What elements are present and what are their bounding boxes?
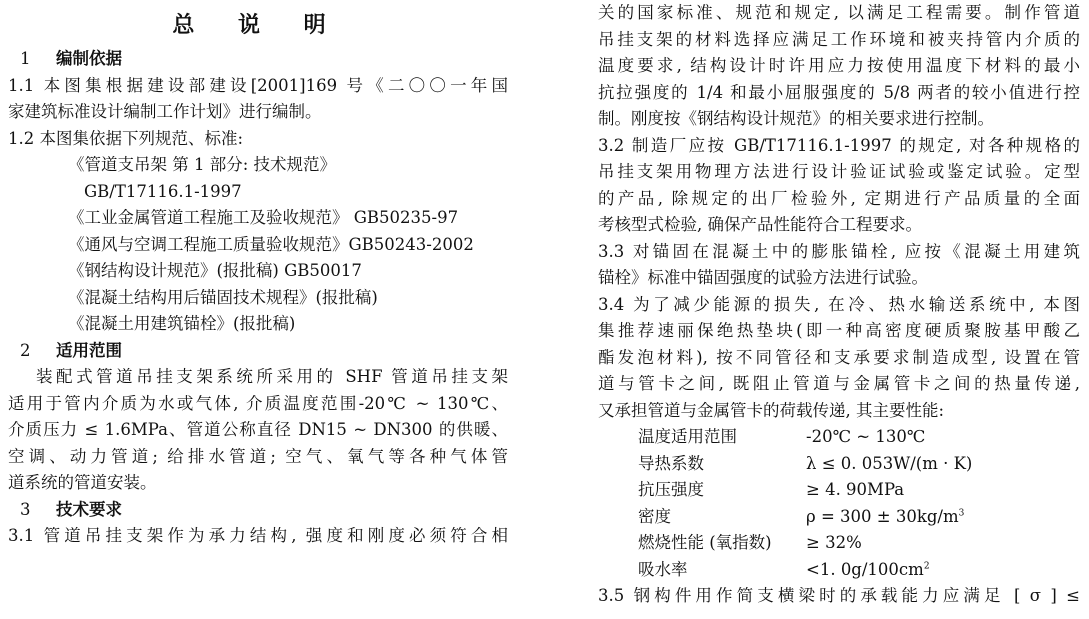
property-value: λ ≤ 0. 053W/(m · K) — [806, 453, 973, 473]
paragraph-line: 集推荐速丽保绝热垫块(即一种高密度硬质聚胺基甲酸乙 — [598, 321, 1080, 340]
paragraph-line: 3.5 钢构件用作简支横梁时的承载能力应满足 [ σ ] ≤ — [598, 586, 1080, 605]
property-row — [598, 424, 1080, 451]
paragraph-line: 3.4 为了减少能源的损失, 在冷、热水输送系统中, 本图 — [598, 294, 1080, 314]
paragraph-line: 道系统的管道安装。 — [8, 473, 157, 492]
paragraph-line: 介质压力 ≤ 1.6MPa、管道公称直径 DN15 ~ DN300 的供暖、 — [8, 420, 508, 439]
paragraph-line: 吊挂支架用物理方法进行设计验证试验或鉴定试验。定型 — [598, 162, 1080, 181]
paragraph-line: 道与管卡之间, 既阻止管道与金属管卡之间的热量传递, — [598, 374, 1080, 393]
property-value: ≥ 4. 90MPa — [806, 480, 905, 499]
paragraph-line: 装配式管道吊挂支架系统所采用的 SHF 管道吊挂支架 — [36, 367, 508, 386]
section-number: 2 — [20, 340, 31, 360]
section-2-heading — [8, 338, 508, 365]
superscript: 3 — [958, 508, 965, 518]
property-row — [598, 451, 1080, 478]
section-number: 1 — [20, 49, 31, 68]
section-title: 编制依据 — [56, 49, 122, 68]
paragraph-line: 温度要求, 结构设计时许用应力按使用温度下材料的最小 — [598, 56, 1080, 75]
section-number: 3 — [20, 499, 31, 519]
property-value: -20℃ ~ 130℃ — [806, 427, 926, 446]
property-row — [598, 504, 1080, 531]
paragraph-line: 空调、动力管道; 给排水管道; 空气、氧气等各种气体管 — [8, 446, 508, 466]
page-title: 总 说 明 — [172, 12, 344, 38]
property-name: 密度 — [638, 506, 671, 526]
property-row — [598, 477, 1080, 504]
paragraph-line: 吊挂支架的材料选择应满足工作环境和被夹持管内介质的 — [598, 29, 1080, 49]
standard-item: 《工业金属管道工程施工及验收规范》 GB50235-97 — [68, 208, 459, 227]
standard-item-code: GB/T17116.1-1997 — [84, 181, 242, 201]
paragraph-line: 酯发泡材料), 按不同管径和支承要求制造成型, 设置在管 — [598, 347, 1080, 367]
standard-item: 《管道支吊架 第 1 部分: 技术规范》 — [68, 155, 337, 174]
property-name: 燃烧性能 (氧指数) — [638, 533, 772, 552]
section-title: 适用范围 — [56, 340, 122, 360]
property-row — [598, 557, 1080, 584]
property-name: 抗压强度 — [638, 480, 704, 499]
paragraph-line: 3.1 管道吊挂支架作为承力结构, 强度和刚度必须符合相 — [8, 526, 508, 545]
paragraph-line: 1.1 本图集根据建设部建设[2001]169 号《二〇〇一年国 — [8, 75, 508, 95]
paragraph-line: 制。刚度按《钢结构设计规范》的相关要求进行控制。 — [598, 109, 994, 128]
paragraph-line: 3.2 制造厂应按 GB/T17116.1-1997 的规定, 对各种规格的 — [598, 135, 1080, 155]
property-row — [598, 530, 1080, 557]
paragraph-line: 关的国家标准、规范和规定, 以满足工程需要。制作管道 — [598, 3, 1080, 22]
property-name: 吸水率 — [638, 559, 688, 579]
paragraph-line: 的产品, 除规定的出厂检验外, 定期进行产品质量的全面 — [598, 188, 1080, 208]
section-title: 技术要求 — [56, 499, 122, 519]
paragraph-line: 抗拉强度的 1/4 和最小屈服强度的 5/8 两者的较小值进行控 — [598, 82, 1080, 102]
property-value: ≥ 32% — [806, 533, 862, 552]
section-3-heading — [8, 497, 508, 524]
paragraph-line: 适用于管内介质为水或气体, 介质温度范围-20℃ ~ 130℃、 — [8, 393, 508, 413]
paragraph-line: 家建筑标准设计编制工作计划》进行编制。 — [8, 102, 322, 121]
paragraph-line: 锚栓》标准中锚固强度的试验方法进行试验。 — [598, 268, 928, 287]
right-column — [598, 0, 1080, 610]
paragraph-line: 3.3 对锚固在混凝土中的膨胀锚栓, 应按《混凝土用建筑 — [598, 241, 1080, 261]
property-value: <1. 0g/100cm — [806, 559, 924, 579]
section-1-heading — [8, 46, 508, 73]
standard-item: 《钢结构设计规范》(报批稿) GB50017 — [68, 261, 362, 280]
standard-item: 《混凝土用建筑锚栓》(报批稿) — [68, 314, 296, 333]
standard-item: 《通风与空调工程施工质量验收规范》GB50243-2002 — [68, 234, 474, 254]
standard-item: 《混凝土结构用后锚固技术规程》(报批稿) — [68, 287, 378, 307]
property-name: 导热系数 — [638, 453, 704, 473]
paragraph-line: 1.2 本图集依据下列规范、标准: — [8, 128, 244, 148]
superscript: 2 — [923, 561, 930, 571]
paragraph-line: 考核型式检验, 确保产品性能符合工程要求。 — [598, 215, 922, 234]
property-value: ρ = 300 ± 30kg/m — [806, 506, 959, 526]
property-name: 温度适用范围 — [638, 427, 737, 446]
left-column — [8, 0, 508, 550]
paragraph-line: 又承担管道与金属管卡的荷载传递, 其主要性能: — [598, 400, 945, 420]
